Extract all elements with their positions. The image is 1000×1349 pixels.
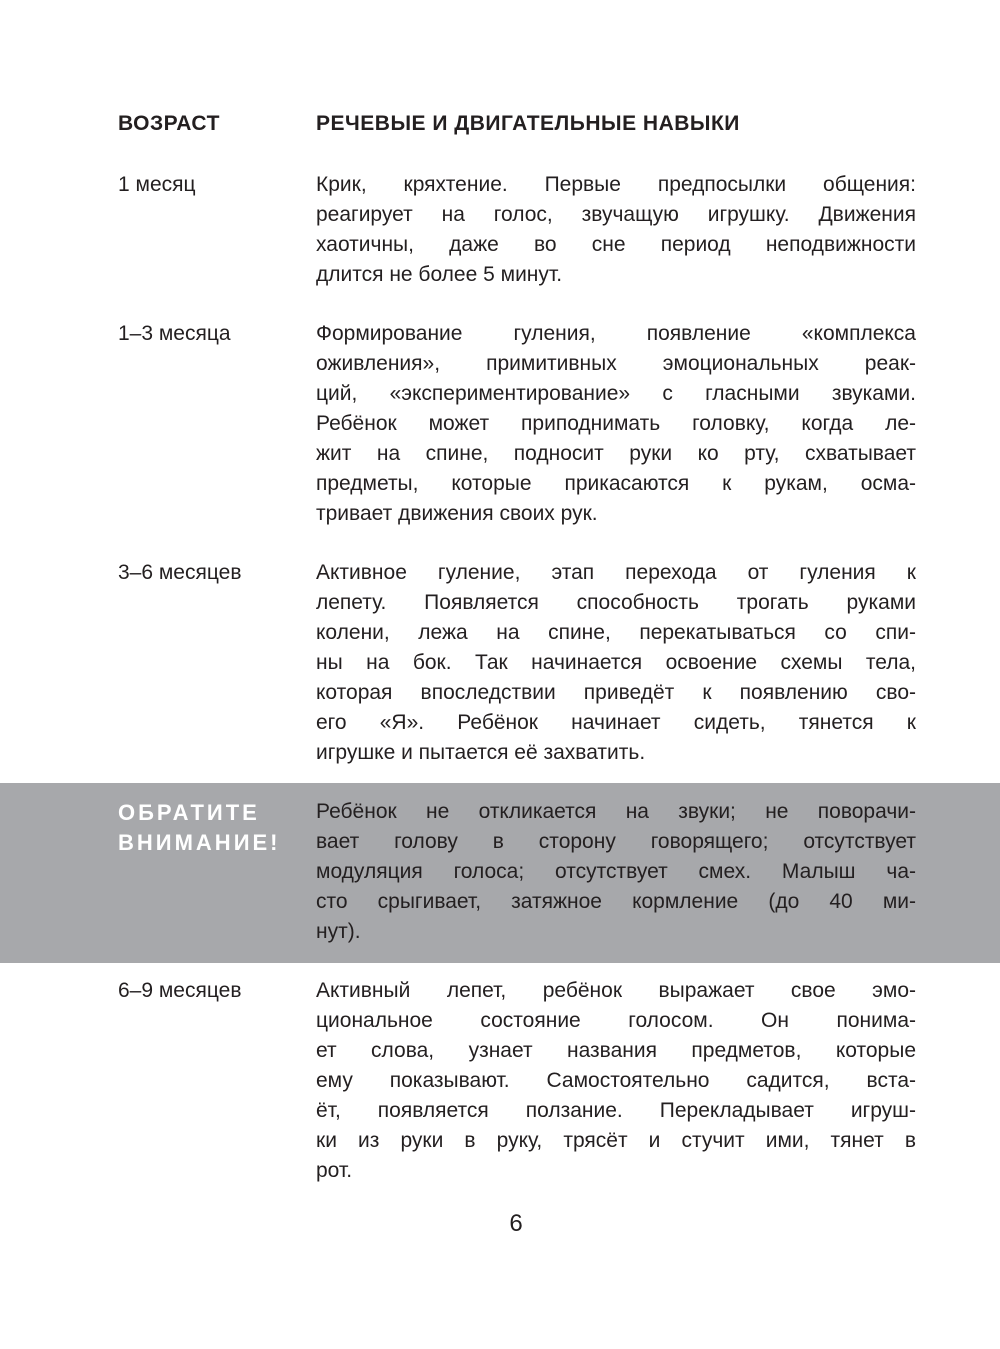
text-line: Формирование гуления, появление «комплекса	[316, 322, 916, 345]
text-line: ему показывают. Самостоятельно садится, вста-	[316, 1069, 916, 1092]
text-line: длится не более 5 минут.	[316, 263, 563, 286]
text-line: реагирует на голос, звучащую игрушку. Движения	[316, 203, 916, 226]
warning-title	[118, 798, 281, 858]
skills-text	[316, 976, 916, 1186]
text-line: жит на спине, подносит руки ко рту, схватывает	[316, 442, 916, 465]
column-header-skills: РЕЧЕВЫЕ И ДВИГАТЕЛЬНЫЕ НАВЫКИ	[316, 112, 740, 135]
warning-text	[316, 797, 916, 947]
text-line: ёт, появляется ползание. Перекладывает игруш-	[316, 1099, 916, 1122]
text-line: тривает движения своих рук.	[316, 502, 598, 525]
text-line: рот.	[316, 1159, 353, 1182]
warning-title-line: ВНИМАНИЕ!	[118, 830, 281, 855]
text-line: предметы, которые прикасаются к рукам, осма-	[316, 472, 916, 495]
age-label: 1 месяц	[118, 173, 196, 196]
age-label: 6–9 месяцев	[118, 979, 242, 1002]
skills-text	[316, 170, 916, 290]
text-line: ны на бок. Так начинается освоение схемы тела,	[316, 651, 916, 674]
text-line: Ребёнок может приподнимать головку, когда ле-	[316, 412, 916, 435]
text-line: ет слова, узнает названия предметов, которые	[316, 1039, 916, 1062]
skills-text	[316, 319, 916, 529]
text-line: модуляция голоса; отсутствует смех. Малыш ча-	[316, 860, 916, 883]
text-line: его «Я». Ребёнок начинает сидеть, тянется к	[316, 711, 916, 734]
text-line: ций, «экспериментирование» с гласными звуками.	[316, 382, 916, 405]
text-line: ки из руки в руку, трясёт и стучит ими, тянет в	[316, 1129, 916, 1152]
text-line: колени, лежа на спине, перекатываться со спи-	[316, 621, 916, 644]
page-number: 6	[509, 1210, 523, 1237]
text-line: игрушке и пытается её захватить.	[316, 741, 646, 764]
text-line: Активный лепет, ребёнок выражает свое эмо-	[316, 979, 916, 1002]
text-line: которая впоследствии приведёт к появлению сво-	[316, 681, 916, 704]
text-line: сто срыгивает, затяжное кормление (до 40 ми-	[316, 890, 916, 913]
text-line: лепету. Появляется способность трогать руками	[316, 591, 916, 614]
text-line: вает голову в сторону говорящего; отсутствует	[316, 830, 916, 853]
warning-title-line: ОБРАТИТЕ	[118, 800, 260, 825]
text-line: циональное состояние голосом. Он понима-	[316, 1009, 916, 1032]
skills-text	[316, 558, 916, 768]
text-line: нут).	[316, 920, 361, 943]
text-line: Ребёнок не откликается на звуки; не поворачи-	[316, 800, 916, 823]
text-line: хаотичны, даже во сне период неподвижности	[316, 233, 916, 256]
age-label: 1–3 месяца	[118, 322, 231, 345]
text-line: оживления», примитивных эмоциональных реак-	[316, 352, 916, 375]
column-header-age: ВОЗРАСТ	[118, 112, 220, 135]
text-line: Активное гуление, этап перехода от гуления к	[316, 561, 916, 584]
text-line: Крик, кряхтение. Первые предпосылки общения:	[316, 173, 916, 196]
age-label: 3–6 месяцев	[118, 561, 242, 584]
